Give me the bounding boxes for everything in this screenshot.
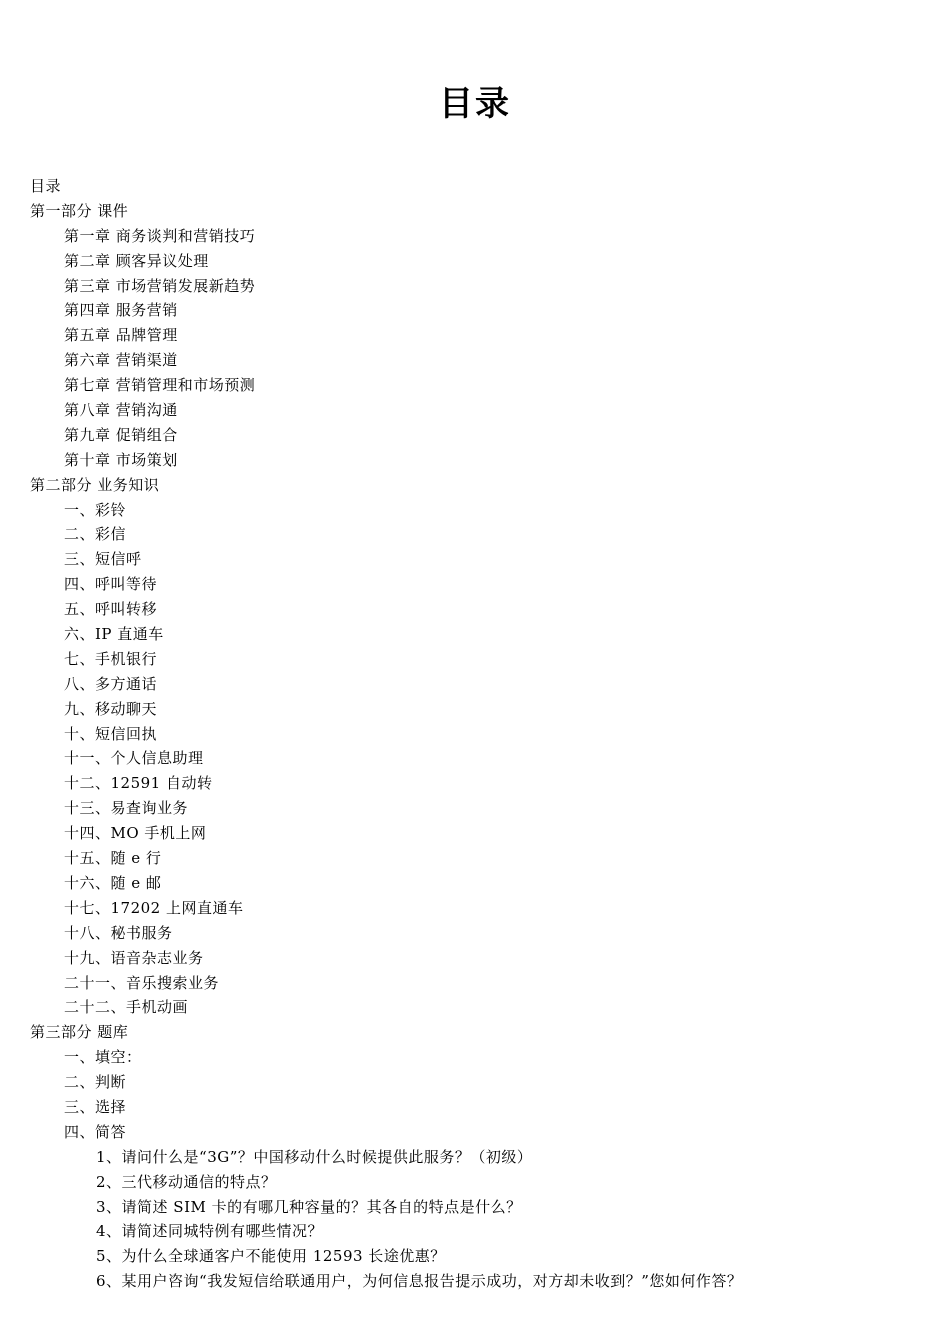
toc-part[interactable]: 第二部分 业务知识 [30, 475, 160, 494]
toc-chapter[interactable]: 十一、个人信息助理 [64, 749, 204, 768]
toc-part[interactable]: 第一部分 课件 [30, 201, 129, 220]
page-title: 目录 [439, 84, 511, 124]
toc-subitem[interactable]: 2、三代移动通信的特点？ [96, 1172, 277, 1191]
toc-chapter[interactable]: 十九、语音杂志业务 [64, 948, 204, 967]
toc-chapter[interactable]: 第一章 商务谈判和营销技巧 [64, 226, 256, 245]
toc-part[interactable]: 目录 [30, 177, 62, 195]
toc-chapter[interactable]: 三、选择 [64, 1097, 127, 1116]
toc-chapter[interactable]: 一、彩铃 [64, 500, 127, 519]
toc-chapter[interactable]: 十二、12591 自动转 [64, 774, 213, 793]
toc-chapter[interactable]: 六、IP 直通车 [64, 625, 164, 644]
toc-chapter[interactable]: 十四、MO 手机上网 [64, 824, 207, 843]
toc-chapter[interactable]: 二十二、手机动画 [64, 998, 189, 1017]
toc-chapter[interactable]: 二、彩信 [64, 525, 127, 544]
toc-subitem[interactable]: 1、请问什么是“3G”？中国移动什么时候提供此服务？（初级） [96, 1147, 533, 1166]
toc-chapter[interactable]: 第八章 营销沟通 [64, 401, 178, 420]
toc-chapter[interactable]: 五、呼叫转移 [64, 600, 158, 619]
toc-chapter[interactable]: 第三章 市场营销发展新趋势 [64, 276, 256, 295]
toc-chapter[interactable]: 一、填空： [64, 1048, 142, 1067]
toc-chapter[interactable]: 九、移动聊天 [64, 699, 158, 718]
toc-subitem[interactable]: 6、某用户咨询“我发短信给联通用户，为何信息报告提示成功，对方却未收到？”您如何作答？ [96, 1272, 743, 1291]
toc-subitem[interactable]: 4、请简述同城特例有哪些情况？ [96, 1222, 324, 1241]
toc-chapter[interactable]: 第二章 顾客异议处理 [64, 251, 209, 270]
toc-chapter[interactable]: 第七章 营销管理和市场预测 [64, 376, 256, 395]
toc-chapter[interactable]: 十六、随 e 邮 [64, 873, 162, 892]
table-of-contents [30, 174, 930, 1294]
toc-chapter[interactable]: 第六章 营销渠道 [64, 351, 178, 370]
toc-chapter[interactable]: 十、短信回执 [64, 724, 158, 743]
toc-chapter[interactable]: 三、短信呼 [64, 550, 142, 569]
toc-chapter[interactable]: 十七、17202 上网直通车 [64, 898, 244, 917]
toc-part[interactable]: 第三部分 题库 [30, 1023, 129, 1042]
toc-chapter[interactable]: 四、呼叫等待 [64, 575, 158, 594]
toc-chapter[interactable]: 七、手机银行 [64, 649, 158, 668]
toc-chapter[interactable]: 十五、随 e 行 [64, 849, 162, 868]
toc-chapter[interactable]: 第十章 市场策划 [64, 450, 178, 469]
toc-chapter[interactable]: 第四章 服务营销 [64, 301, 178, 320]
toc-chapter[interactable]: 第九章 促销组合 [64, 425, 178, 444]
toc-subitem[interactable]: 5、为什么全球通客户不能使用 12593 长途优惠？ [96, 1247, 446, 1266]
toc-chapter[interactable]: 十三、易查询业务 [64, 799, 189, 818]
toc-chapter[interactable]: 第五章 品牌管理 [64, 326, 178, 345]
toc-chapter[interactable]: 二、判断 [64, 1073, 127, 1092]
toc-subitem[interactable]: 3、请简述 SIM 卡的有哪几种容量的？其各自的特点是什么？ [96, 1197, 522, 1216]
toc-chapter[interactable]: 二十一、音乐搜索业务 [64, 973, 220, 992]
toc-chapter[interactable]: 四、简答 [64, 1122, 127, 1141]
toc-chapter[interactable]: 八、多方通话 [64, 674, 158, 693]
toc-chapter[interactable]: 十八、秘书服务 [64, 923, 173, 942]
